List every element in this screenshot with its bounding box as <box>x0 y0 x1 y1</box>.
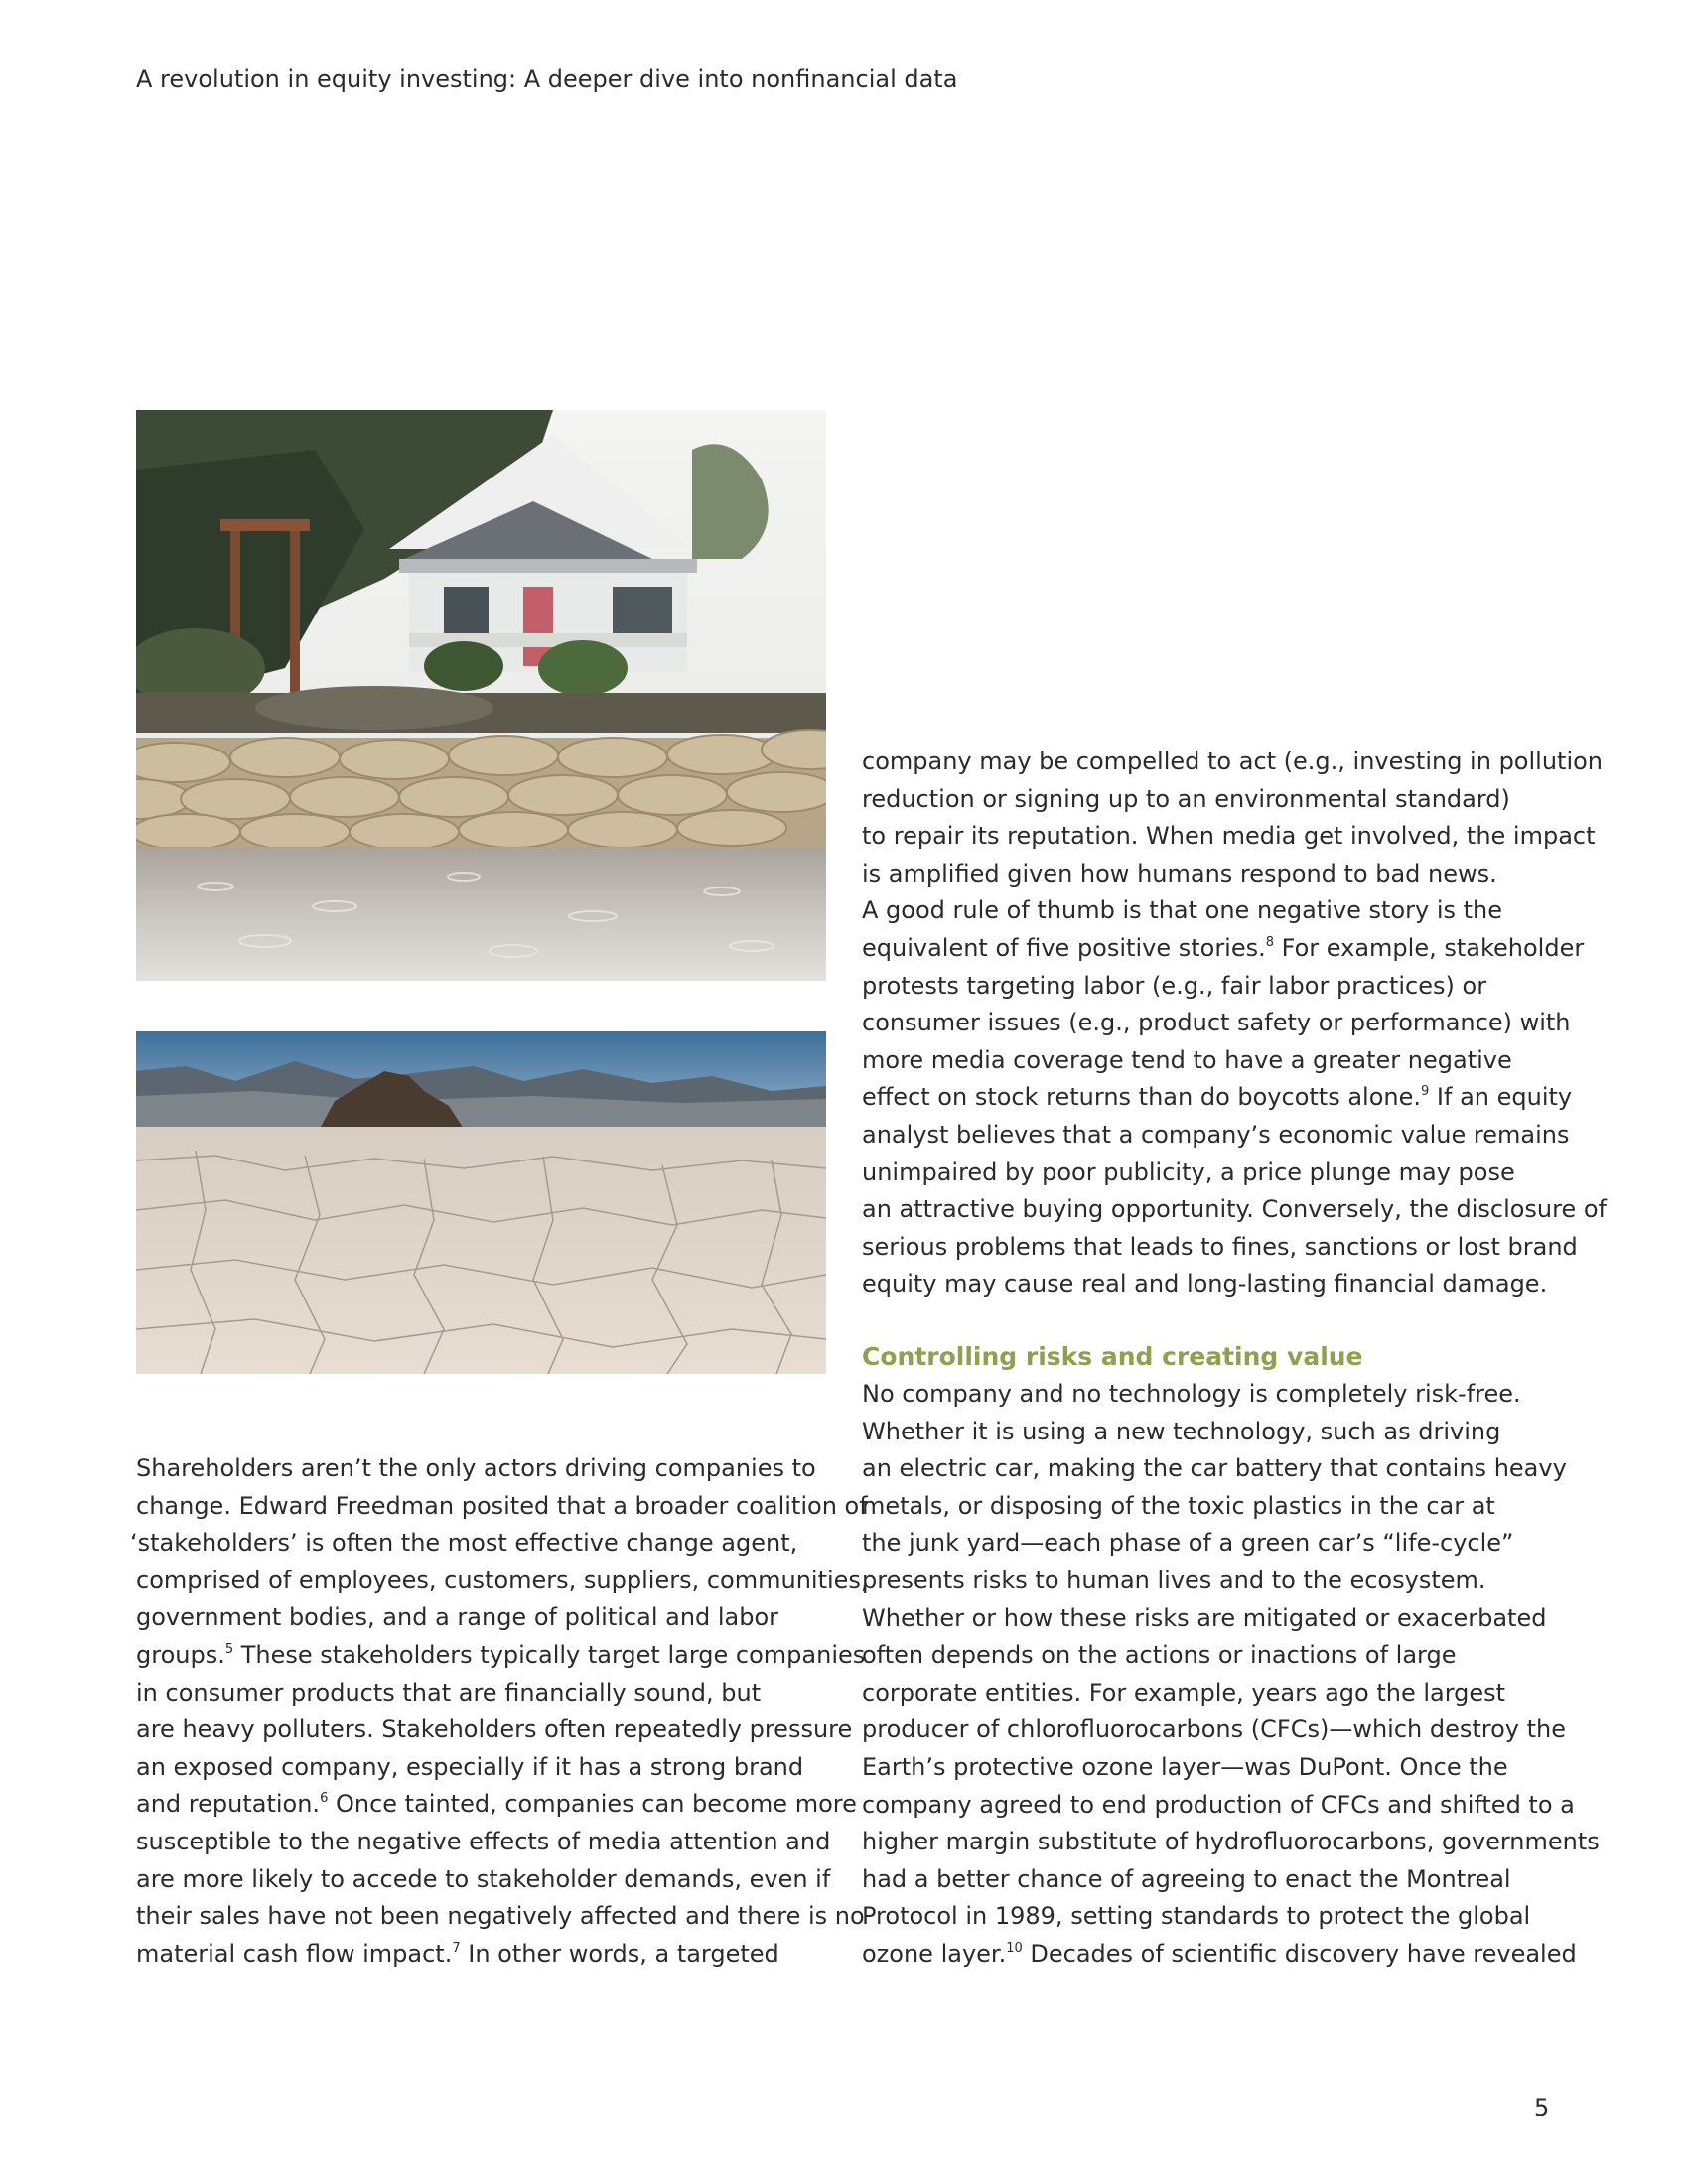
text-line: Whether or how these risks are mitigated or exacerbated <box>862 1603 1547 1632</box>
text-line: an exposed company, especially if it has a strong brand <box>136 1752 804 1781</box>
left-column-text <box>130 1450 869 1973</box>
text-line: Protocol in 1989, setting standards to protect the global <box>862 1902 1531 1931</box>
text-line: their sales have not been negatively affected and there is no <box>136 1902 865 1931</box>
text-line: Earth’s protective ozone layer—was DuPont. Once the <box>862 1752 1508 1781</box>
text-line: protests targeting labor (e.g., fair labor practices) or <box>862 971 1487 1000</box>
text-line: is amplified given how humans respond to bad news. <box>862 859 1497 887</box>
text-line: No company and no technology is completely risk-free. <box>862 1380 1521 1408</box>
text-line: effect on stock returns than do boycotts alone.$^9$ If an equity <box>862 1083 1573 1112</box>
footnote-ref: 8 <box>1265 934 1275 950</box>
text-line: often depends on the actions or inactions of large <box>862 1641 1457 1670</box>
text-line: had a better chance of agreeing to enact the Montreal <box>862 1864 1511 1893</box>
text-line: comprised of employees, customers, suppliers, communities, <box>136 1566 869 1594</box>
text-line: are more likely to accede to stakeholder demands, even if <box>136 1864 831 1893</box>
text-line: Shareholders aren’t the only actors driving companies to <box>136 1454 816 1482</box>
text-line: unimpaired by poor publicity, a price plunge may pose <box>862 1158 1515 1186</box>
text-line: groups.$^5$ These stakeholders typically target large companies <box>136 1640 866 1669</box>
text-line: corporate entities. For example, years ago the largest <box>862 1678 1506 1706</box>
text-line: government bodies, and a range of political and labor <box>136 1603 779 1632</box>
text-line: in consumer products that are financially sound, but <box>136 1678 762 1706</box>
text-line: ozone layer.$^{10}$ Decades of scientific discovery have revealed <box>862 1939 1577 1968</box>
text-line: reduction or signing up to an environmental standard) <box>862 784 1510 813</box>
text-line: an attractive buying opportunity. Conversely, the disclosure of <box>862 1195 1607 1224</box>
right-column-text-bottom <box>862 1376 1600 1974</box>
text-line: higher margin substitute of hydrofluorocarbons, governments <box>862 1828 1600 1856</box>
text-line: consumer issues (e.g., product safety or performance) with <box>862 1009 1571 1037</box>
text-line: the junk yard—each phase of a green car’s “life-cycle” <box>862 1529 1514 1558</box>
text-line: company agreed to end production of CFCs and shifted to a <box>862 1790 1575 1819</box>
text-line: serious problems that leads to fines, sanctions or lost brand <box>862 1232 1578 1261</box>
footnote-ref: 5 <box>224 1641 234 1657</box>
text-line: analyst believes that a company’s economic value remains <box>862 1120 1570 1149</box>
text-line: A good rule of thumb is that one negative story is the <box>862 896 1503 925</box>
flood-sandbag-house-photo <box>136 410 826 981</box>
text-line: ‘stakeholders’ is often the most effective change agent, <box>130 1529 798 1558</box>
text-line: metals, or disposing of the toxic plastics in the car at <box>862 1491 1495 1520</box>
text-line: equity may cause real and long-lasting financial damage. <box>862 1270 1548 1298</box>
page-number: 5 <box>1534 2094 1550 2121</box>
section-subheading: Controlling risks and creating value <box>862 1342 1363 1371</box>
text-line: presents risks to human lives and to the ecosystem. <box>862 1566 1486 1594</box>
text-line: Whether it is using a new technology, such as driving <box>862 1417 1501 1445</box>
text-line: producer of chlorofluorocarbons (CFCs)—which destroy the <box>862 1715 1567 1744</box>
footnote-ref: 6 <box>320 1791 329 1807</box>
text-line: to repair its reputation. When media get involved, the impact <box>862 822 1596 851</box>
right-column-text-top <box>862 744 1607 1303</box>
text-line: equivalent of five positive stories.$^8$ For example, stakeholder <box>862 933 1585 962</box>
footnote-ref: 7 <box>452 1940 461 1956</box>
text-line: company may be compelled to act (e.g., investing in pollution <box>862 748 1604 775</box>
running-header: A revolution in equity investing: A deeper dive into nonfinancial data <box>136 66 958 93</box>
cracked-dry-lakebed-photo <box>136 1031 826 1374</box>
text-line: more media coverage tend to have a greater negative <box>862 1045 1512 1074</box>
text-line: an electric car, making the car battery that contains heavy <box>862 1454 1567 1483</box>
text-line: are heavy polluters. Stakeholders often repeatedly pressure <box>136 1715 853 1744</box>
text-line: change. Edward Freedman posited that a broader coalition of <box>136 1491 868 1520</box>
text-line: material cash flow impact.$^7$ In other words, a targeted <box>136 1939 779 1968</box>
text-line: and reputation.$^6$ Once tainted, companies can become more <box>136 1790 857 1819</box>
text-line: susceptible to the negative effects of media attention and <box>136 1827 831 1855</box>
footnote-ref: 9 <box>1421 1084 1430 1100</box>
footnote-ref: 10 <box>1006 1940 1023 1956</box>
